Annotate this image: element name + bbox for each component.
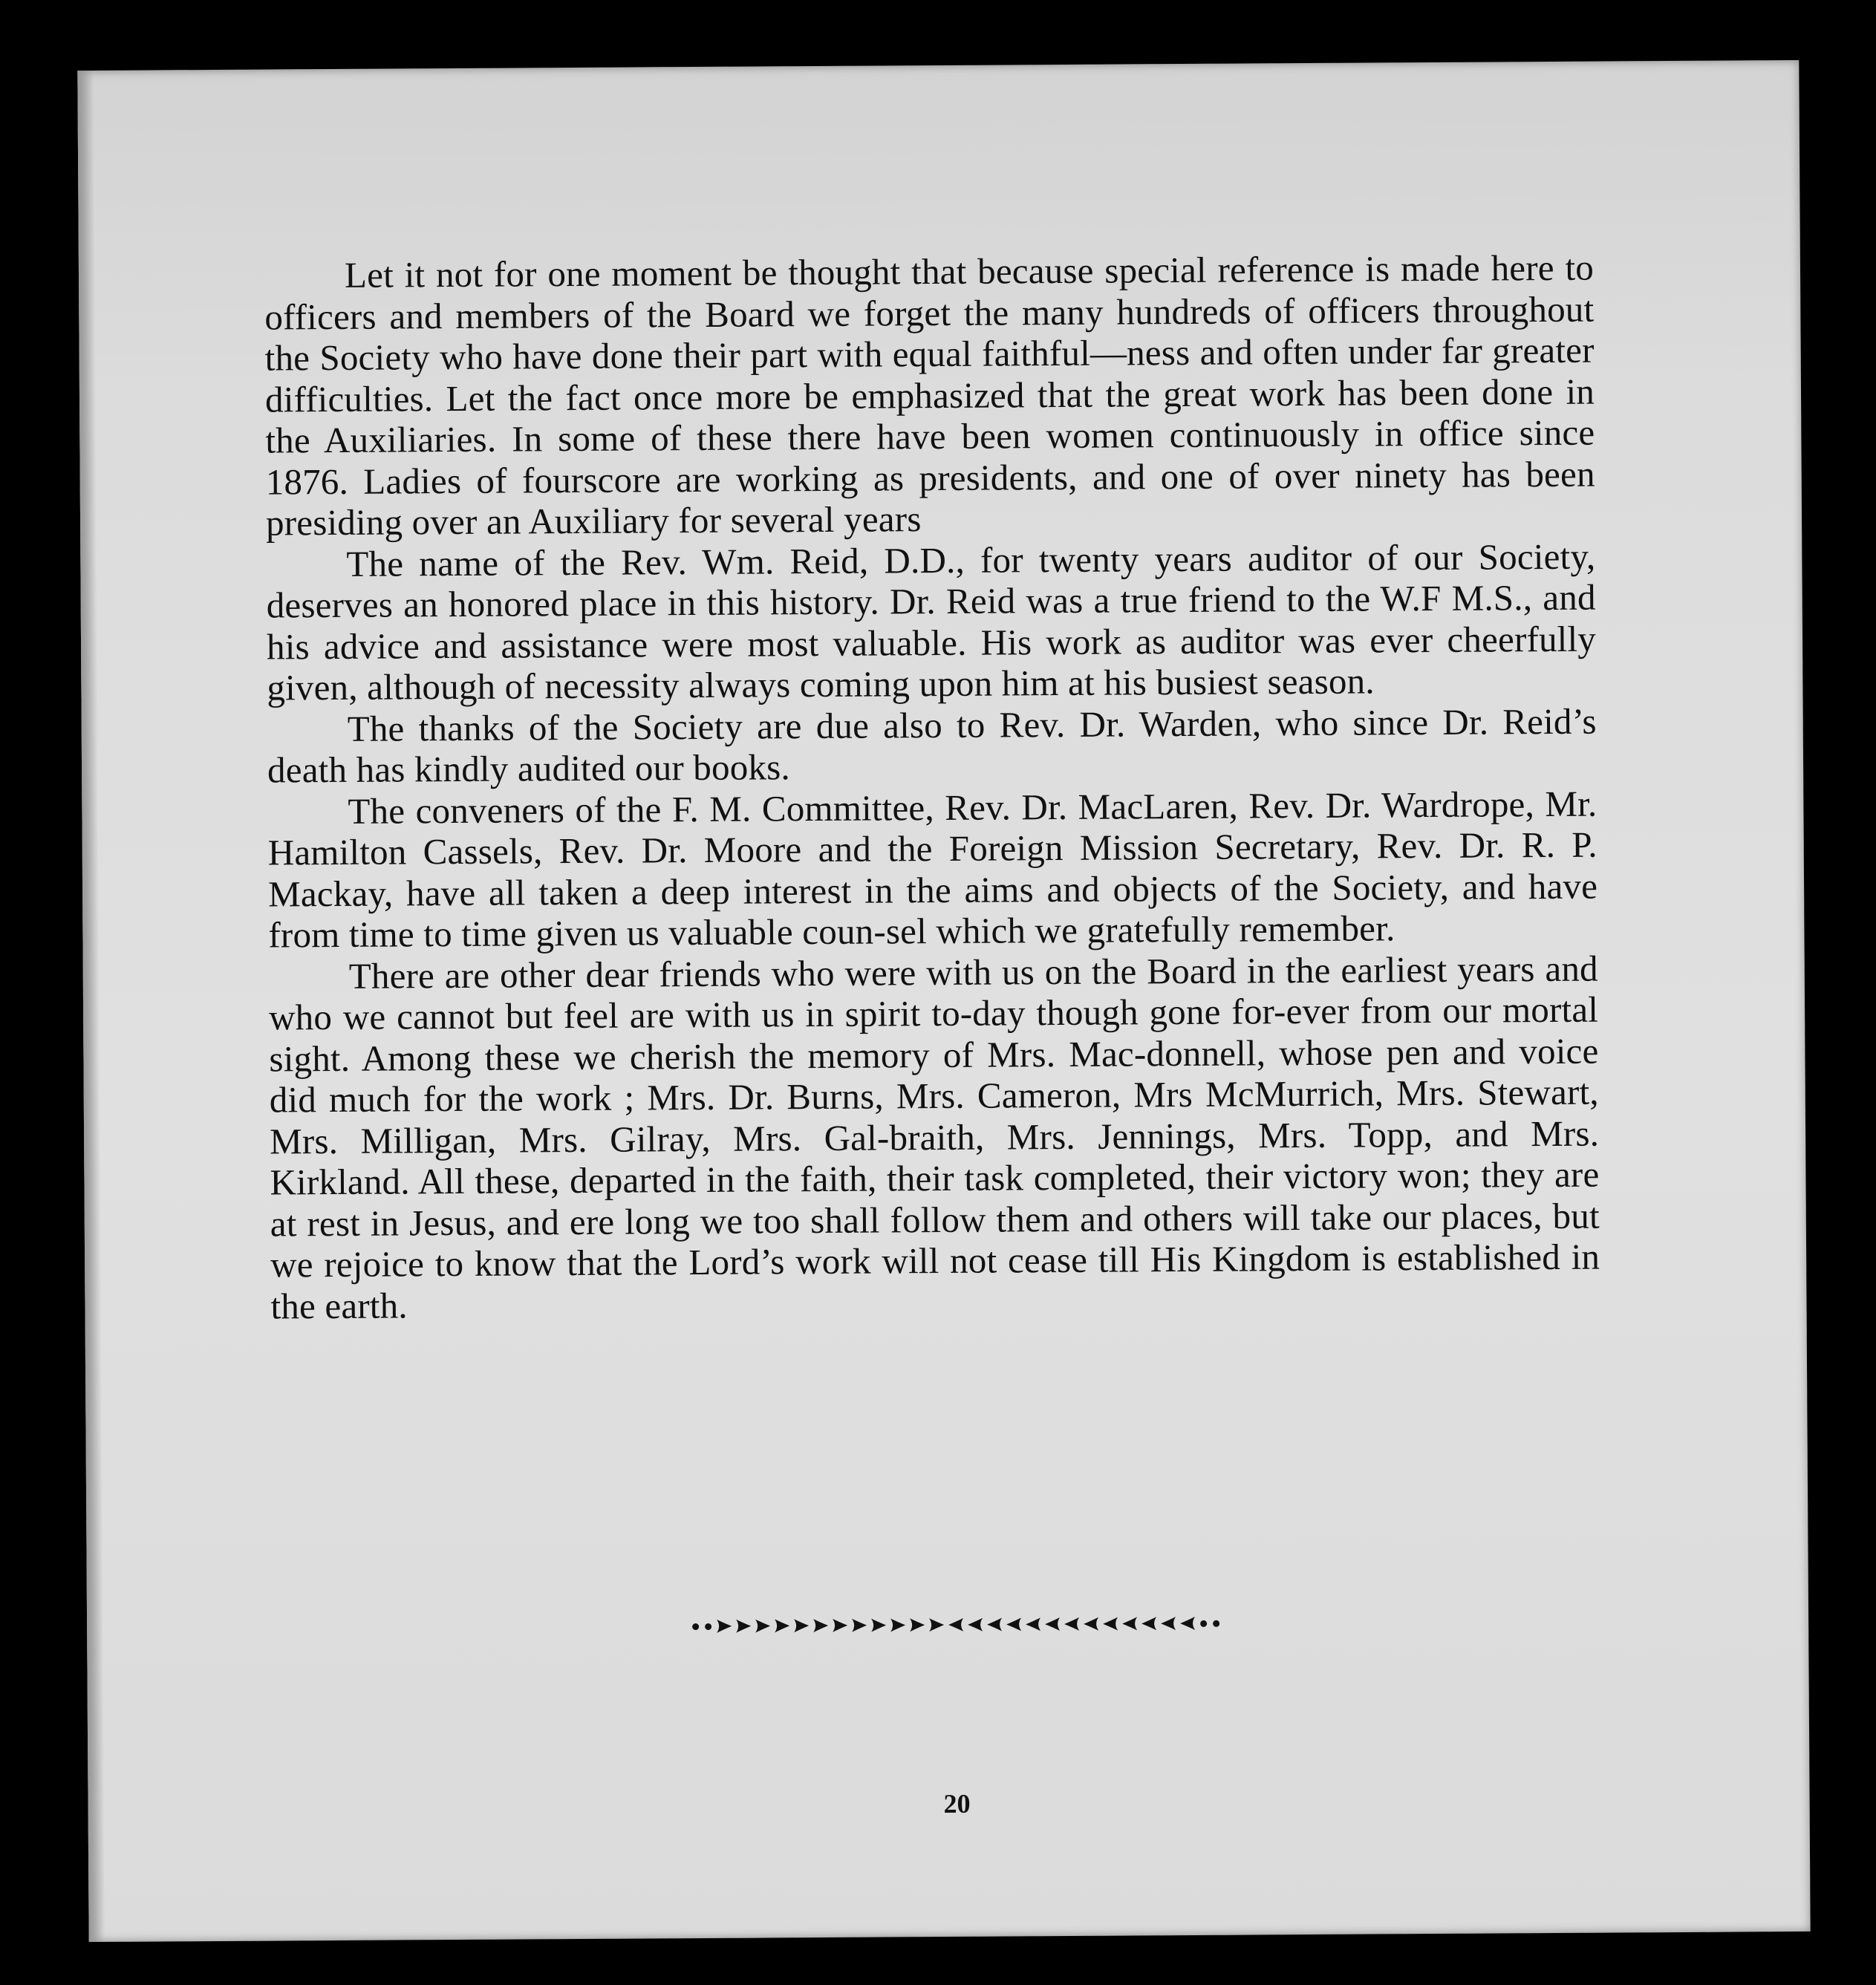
ornament-left-chevron-icon (966, 1617, 984, 1633)
ornament-right-chevron-icon (850, 1617, 868, 1634)
ornament-right-chevron-icon (908, 1617, 926, 1633)
ornament-right-chevron-icon (792, 1617, 810, 1634)
ornament-right-chevron-icon (735, 1618, 752, 1634)
paragraph-dear-friends: There are other dear friends who were with us on the Board in the earliest years and who we cannot but feel are with us in spirit to-day though gone for-ever from our mortal sight. Among these we cherish the memory of Mrs. Mac-donnell, whose pen and voice did much for the work ; Mrs. Dr. Burns, Mrs. Cameron, Mrs McMurrich, Mrs. Stewart, Mrs. Milligan, Mrs. Gilray, Mrs. Gal-braith, Mrs. Jennings, Mrs. Topp, and Mrs. Kirkland. All these, departed in the faith, their task completed, their victory won; they are at rest in Jesus, and ere long we too shall follow them and others will take our places, but we rejoice to know that the Lord’s work will not cease till His Kingdom is established in the earth. (268, 948, 1600, 1327)
ornament-right-chevron-icon (831, 1617, 849, 1634)
body-text (264, 247, 1600, 1327)
ornament-right-chevron-icon (773, 1617, 791, 1634)
page-number: 20 (943, 1788, 971, 1819)
ornament-left-chevron-icon (1043, 1616, 1061, 1632)
ornament-right-chevron-icon (889, 1617, 907, 1633)
ornament-right-chevron-icon (754, 1617, 772, 1634)
ornament-right-chevron-icon (928, 1617, 945, 1633)
ornament-dot-icon (692, 1623, 699, 1630)
ornament-dot-icon (1213, 1620, 1219, 1626)
paragraph-rev-warden: The thanks of the Society are due also to Rev. Dr. Warden, who since Dr. Reid’s death has kindly audited our books. (267, 700, 1597, 791)
ornament-left-chevron-icon (1140, 1615, 1158, 1632)
ornament-left-chevron-icon (1121, 1615, 1139, 1632)
ornament-left-chevron-icon (1101, 1616, 1119, 1632)
ornament-left-chevron-icon (1159, 1615, 1177, 1632)
ornament-left-chevron-icon (947, 1617, 965, 1633)
document-page (77, 60, 1810, 1942)
ornament-left-chevron-icon (986, 1617, 1003, 1633)
ornament-left-chevron-icon (1005, 1616, 1023, 1632)
ornament-left-chevron-icon (1063, 1616, 1081, 1632)
ornament-right-chevron-icon (715, 1618, 733, 1634)
ornament-left-chevron-icon (1082, 1616, 1100, 1632)
ornament-left-chevron-icon (1179, 1615, 1196, 1632)
arrow-chain-ornament-icon (659, 1608, 1253, 1641)
ornament-right-chevron-icon (812, 1617, 830, 1634)
paragraph-conveners: The conveners of the F. M. Committee, Rev. Dr. MacLaren, Rev. Dr. Wardrope, Mr. Hamilton Cassels, Rev. Dr. Moore and the Foreign Mission Secretary, Rev. Dr. R. P. Mackay, have all taken a deep interest in the aims and objects of the Society, and have from time to time given us valuable coun-sel which we gratefully remember. (267, 783, 1598, 956)
ornament-left-chevron-icon (1024, 1616, 1042, 1632)
ornament-right-chevron-icon (870, 1617, 887, 1633)
ornament-dot-icon (1200, 1620, 1207, 1626)
paragraph-officers: Let it not for one moment be thought that because special reference is made here to officers and members of the Board we forget the many hundreds of officers throughout the Society who have done their part with equal faithful—ness and often under far greater difficulties. Let the fact once more be emphasized that the great work has been done in the Auxiliaries. In some of these there have been women continuously in office since 1876. Ladies of fourscore are working as presidents, and one of over ninety has been presiding over an Auxiliary for several years (264, 247, 1595, 544)
paragraph-rev-reid: The name of the Rev. Wm. Reid, D.D., for twenty years auditor of our Society, deserves an honored place in this history. Dr. Reid was a true friend to the W.F M.S., and his advice and assistance were most valuable. His work as auditor was ever cheerfully given, although of necessity always coming upon him at his busiest season. (266, 535, 1597, 708)
ornament-dot-icon (705, 1623, 711, 1629)
